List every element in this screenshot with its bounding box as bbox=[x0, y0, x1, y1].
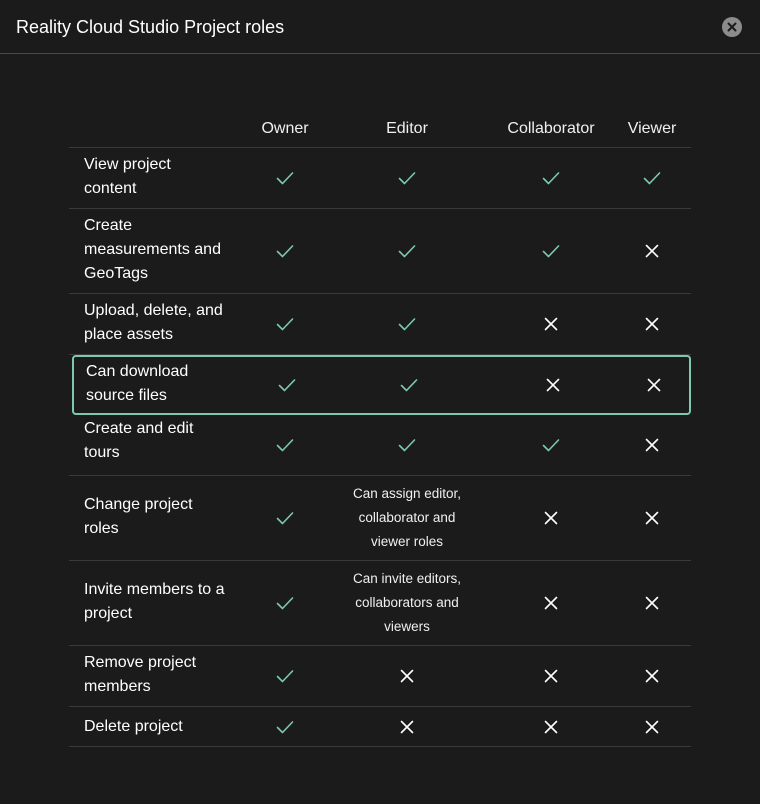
check-icon bbox=[275, 241, 295, 261]
check-icon bbox=[397, 435, 417, 455]
table-row bbox=[69, 415, 691, 476]
table-row bbox=[69, 294, 691, 355]
cell-editor bbox=[367, 294, 447, 354]
column-header-editor: Editor bbox=[386, 120, 428, 137]
check-icon bbox=[275, 508, 295, 528]
check-icon bbox=[397, 314, 417, 334]
cell-owner bbox=[245, 707, 325, 746]
column-header-viewer: Viewer bbox=[627, 120, 677, 137]
cell-owner bbox=[245, 294, 325, 354]
cell-collaborator bbox=[511, 646, 591, 706]
row-label: Upload, delete, and place assets bbox=[84, 302, 223, 343]
cell-collaborator bbox=[511, 209, 591, 293]
cross-icon bbox=[642, 666, 662, 686]
cross-icon bbox=[541, 666, 561, 686]
table-header bbox=[69, 108, 691, 148]
cross-icon bbox=[642, 593, 662, 613]
cell-collaborator bbox=[513, 357, 593, 413]
check-icon bbox=[275, 435, 295, 455]
check-icon bbox=[275, 717, 295, 737]
table-row bbox=[69, 646, 691, 707]
cell-owner bbox=[247, 357, 327, 413]
cell-viewer bbox=[612, 707, 692, 746]
cell-editor bbox=[369, 357, 449, 413]
cell-collaborator bbox=[511, 415, 591, 475]
cross-icon bbox=[543, 375, 563, 395]
table-row bbox=[72, 355, 691, 415]
table-row bbox=[69, 707, 691, 747]
table-row bbox=[69, 209, 691, 294]
cell-collaborator bbox=[511, 294, 591, 354]
cell-owner bbox=[245, 148, 325, 208]
check-icon bbox=[277, 375, 297, 395]
close-icon[interactable] bbox=[722, 17, 742, 37]
cross-icon bbox=[541, 717, 561, 737]
cross-icon bbox=[541, 508, 561, 528]
check-icon bbox=[275, 168, 295, 188]
row-label: Delete project bbox=[84, 718, 183, 735]
check-icon bbox=[541, 241, 561, 261]
cross-icon bbox=[541, 593, 561, 613]
cell-editor bbox=[367, 415, 447, 475]
check-icon bbox=[541, 435, 561, 455]
row-label: View project content bbox=[84, 156, 171, 197]
cross-icon bbox=[541, 314, 561, 334]
cell-viewer bbox=[612, 415, 692, 475]
cross-icon bbox=[642, 508, 662, 528]
close-button[interactable] bbox=[722, 17, 742, 37]
cross-icon bbox=[644, 375, 664, 395]
cell-collaborator bbox=[511, 707, 591, 746]
row-label: Create measurements and GeoTags bbox=[84, 217, 221, 282]
cell-collaborator bbox=[511, 148, 591, 208]
check-icon bbox=[275, 666, 295, 686]
cell-collaborator bbox=[511, 561, 591, 645]
cell-editor bbox=[342, 476, 472, 560]
cell-editor bbox=[367, 707, 447, 746]
cell-editor bbox=[367, 646, 447, 706]
cell-owner bbox=[245, 415, 325, 475]
cell-owner bbox=[245, 561, 325, 645]
check-icon bbox=[397, 168, 417, 188]
cell-viewer bbox=[612, 646, 692, 706]
row-label: Can download source files bbox=[86, 363, 189, 404]
table-row bbox=[69, 561, 691, 646]
table-body bbox=[69, 148, 691, 747]
cell-owner bbox=[245, 476, 325, 560]
cell-viewer bbox=[612, 476, 692, 560]
row-label: Remove project members bbox=[84, 654, 197, 695]
cross-icon bbox=[397, 717, 417, 737]
cell-viewer bbox=[612, 561, 692, 645]
cross-icon bbox=[642, 717, 662, 737]
cross-icon bbox=[642, 435, 662, 455]
cell-owner bbox=[245, 646, 325, 706]
cross-icon bbox=[642, 241, 662, 261]
cell-owner bbox=[245, 209, 325, 293]
cell-viewer bbox=[612, 209, 692, 293]
cell-viewer bbox=[614, 357, 694, 413]
dialog-header bbox=[0, 0, 760, 54]
check-icon bbox=[275, 593, 295, 613]
check-icon bbox=[642, 168, 662, 188]
cell-collaborator bbox=[511, 476, 591, 560]
table-row bbox=[69, 476, 691, 561]
cell-editor bbox=[367, 148, 447, 208]
row-label: Create and edit tours bbox=[84, 420, 194, 461]
cell-editor bbox=[342, 561, 472, 645]
cell-editor bbox=[367, 209, 447, 293]
column-header-collaborator: Collaborator bbox=[507, 120, 595, 137]
check-icon bbox=[399, 375, 419, 395]
cell-viewer bbox=[612, 294, 692, 354]
editor-permission-note: Can assign editor, collaborator and viewer roles bbox=[352, 486, 462, 549]
dialog-title: Reality Cloud Studio Project roles bbox=[16, 17, 285, 37]
roles-table bbox=[69, 108, 691, 747]
cell-viewer bbox=[612, 148, 692, 208]
check-icon bbox=[541, 168, 561, 188]
cross-icon bbox=[642, 314, 662, 334]
row-label: Change project roles bbox=[84, 496, 193, 537]
check-icon bbox=[397, 241, 417, 261]
editor-permission-note: Can invite editors, collaborators and viewers bbox=[352, 571, 462, 634]
cross-icon bbox=[397, 666, 417, 686]
check-icon bbox=[275, 314, 295, 334]
row-label: Invite members to a project bbox=[84, 581, 225, 622]
column-header-owner: Owner bbox=[261, 120, 309, 137]
table-row bbox=[69, 148, 691, 209]
